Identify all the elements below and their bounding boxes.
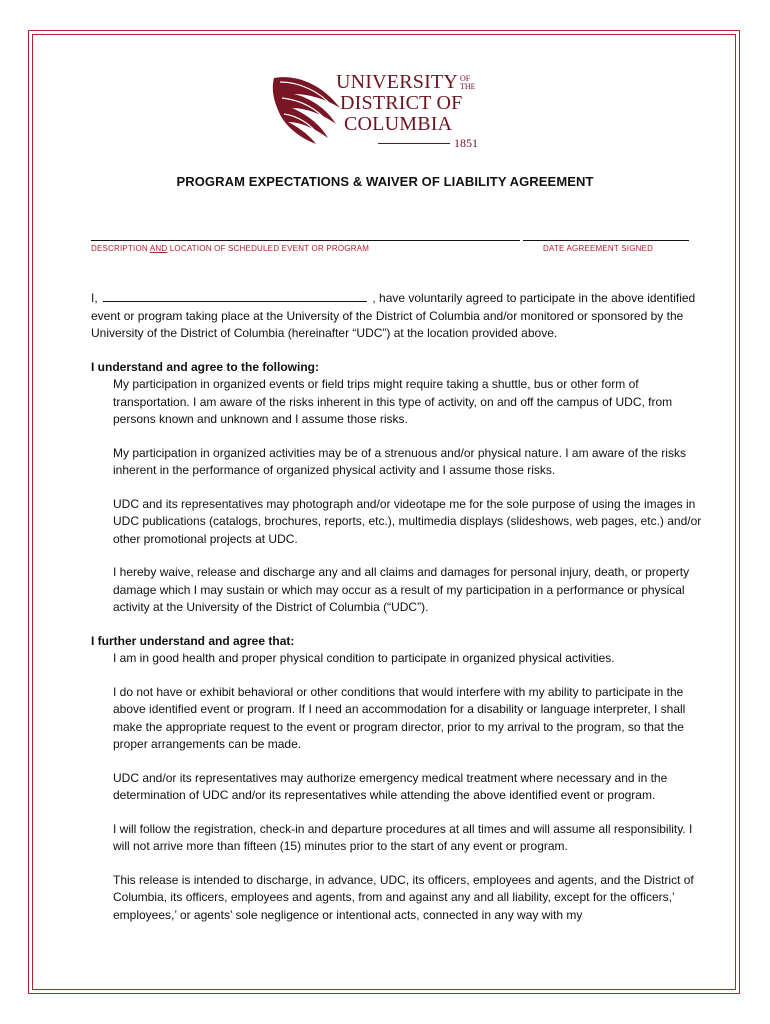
- section-1-item: I hereby waive, release and discharge any and all claims and damages for personal injury, death, or property damage which I may sustain or which may occur as a result of my participation in a performance or physical activity at the University of the District of Columbia (“UDC”).: [113, 565, 690, 614]
- section-1-item: UDC and its representatives may photograph and/or videotape me for the sole purpose of using the images in UDC publications (catalogs, brochures, reports, etc.), multimedia displays (slideshows, web pages, etc.) and/or other promotional projects at UDC.: [113, 496, 702, 546]
- intro-paragraph: [91, 290, 711, 343]
- university-logo: [270, 70, 510, 150]
- agreement-body: [91, 290, 711, 940]
- logo-of-the: [460, 75, 476, 91]
- logo-line-2: DISTRICT OF: [340, 92, 463, 114]
- logo-line-1: UNIVERSITY: [336, 71, 458, 93]
- section-2-item: I do not have or exhibit behavioral or other conditions that would interfere with my ability to participate in the above identified event or program. If I need an accommodation for a disability or language interpreter, I shall make the appropriate request to the event or program director, prior to my arrival to the program, so that the proper arrangements can be made.: [113, 684, 686, 751]
- document-title: PROGRAM EXPECTATIONS & WAIVER OF LIABILITY AGREEMENT: [176, 174, 594, 189]
- section-1-item: My participation in organized activities may be of a strenuous and/or physical nature. I am aware of the risks inherent in the performance of organized physical activity and I assume those risks.: [113, 445, 686, 477]
- logo-of: OF: [460, 74, 471, 83]
- section-1-item: My participation in organized events or field trips might require taking a shuttle, bus or other form of transportation. I am aware of the risks inherent in this type of activity, on and off the campus of UDC, from persons known and unknown and I assume those risks.: [113, 377, 673, 426]
- logo-year-rule: [378, 143, 450, 144]
- section-1-heading: I understand and agree to the following:: [91, 359, 320, 374]
- section-2-item: UDC and/or its representatives may authorize emergency medical treatment where necessary and in the determination of UDC and/or its representatives while attending the above identified event or program.: [113, 770, 668, 802]
- section-2-item: This release is intended to discharge, in advance, UDC, its officers, employees and agents, and the District of Columbia, its officers, employees and agents, from and against any and all liability, except for the officers,’ employees,’ or agents’ sole negligence or intentional acts, connected in any way with my: [113, 872, 694, 922]
- event-description-caption: DESCRIPTION AND LOCATION OF SCHEDULED EVENT OR PROGRAM: [91, 244, 370, 253]
- date-signed-field[interactable]: [523, 240, 689, 241]
- participant-name-field[interactable]: [103, 290, 367, 302]
- section-2-item: I will follow the registration, check-in and departure procedures at all times and will assume all responsibility. I will not arrive more than fifteen (15) minutes prior to the start of any event or program.: [113, 821, 693, 853]
- logo-the: THE: [460, 82, 476, 91]
- event-description-field[interactable]: [91, 240, 520, 241]
- date-signed-caption: DATE AGREEMENT SIGNED: [543, 244, 654, 253]
- intro-text: , have voluntarily agreed to participate in the above identified event or program taking place at the University of the District of Columbia and/or monitored or sponsored by the University of the District of Columbia (hereinafter “UDC”) at the location provided above.: [91, 291, 696, 340]
- intro-prefix: I,: [91, 291, 98, 305]
- logo-year: 1851: [454, 136, 478, 150]
- logo-year-row: [378, 136, 478, 151]
- logo-line-3: COLUMBIA: [344, 113, 453, 135]
- section-2-item: I am in good health and proper physical condition to participate in organized physical activities.: [113, 651, 615, 665]
- section-2-heading: I further understand and agree that:: [91, 633, 295, 648]
